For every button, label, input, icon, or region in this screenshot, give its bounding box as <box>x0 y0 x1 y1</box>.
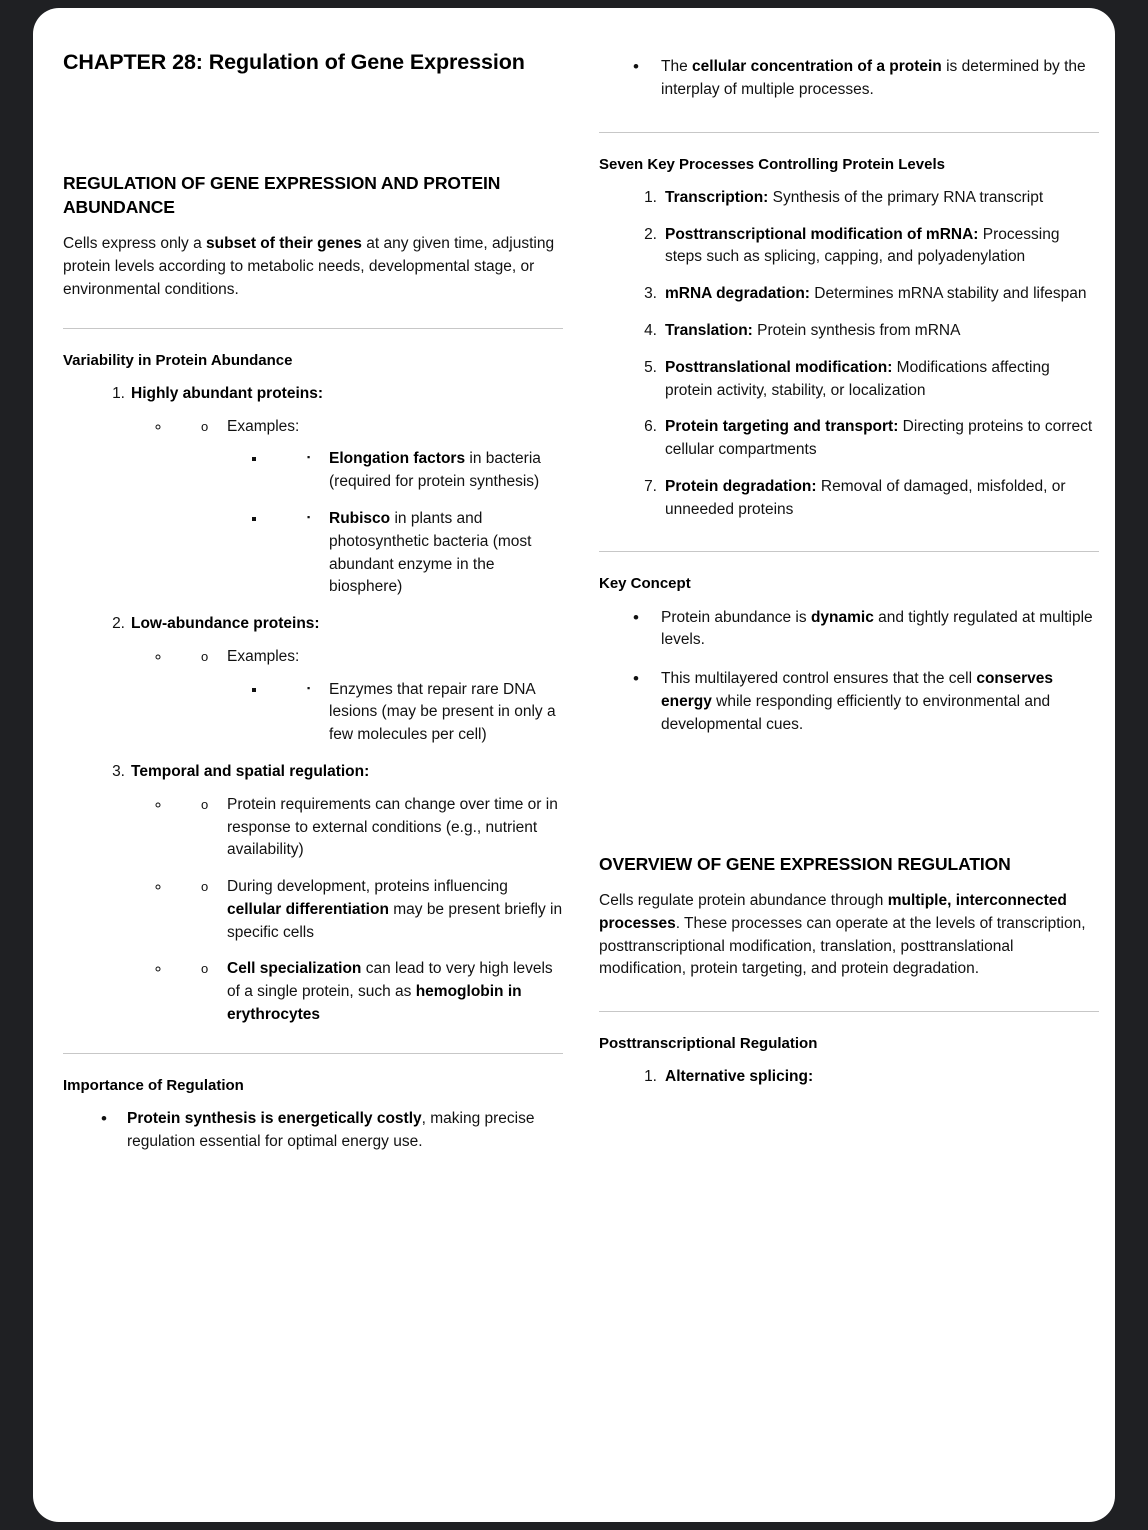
list-marker: 2. <box>644 225 657 243</box>
bullet-bold: dynamic <box>810 608 874 626</box>
nested-list <box>227 448 563 599</box>
example-text: Enzymes that repair rare DNA lesions (may be present in only a few molecules per cell) <box>329 680 556 744</box>
examples-label: Examples: <box>227 417 300 435</box>
importance-list <box>63 1108 563 1154</box>
bullet-bold: cellular concentration of a protein <box>692 58 942 75</box>
process-bold: Protein targeting and transport: <box>665 418 899 436</box>
list-marker: ◦ o <box>201 648 209 664</box>
bullet-bold: Protein synthesis is energetically costly <box>127 1110 422 1128</box>
process-rest: Synthesis of the primary RNA transcript <box>768 188 1044 206</box>
list-item <box>171 958 563 1026</box>
list-marker: 1. <box>644 188 657 206</box>
list-item <box>599 416 1099 462</box>
bullet-prefix: Protein abundance is <box>661 608 811 626</box>
list-marker: 2. <box>112 615 125 633</box>
key-concept-list <box>599 607 1099 737</box>
list-item <box>599 320 1099 343</box>
bullet-suffix: is determined by the interplay of multiple processes. <box>661 58 1086 98</box>
bullet-prefix: This multilayered control ensures that the cell <box>661 670 977 688</box>
page-title: CHAPTER 28: Regulation of Gene Expression <box>63 50 525 74</box>
intro-paragraph <box>63 233 563 301</box>
title-spacer <box>63 76 563 172</box>
overview-prefix: Cells regulate protein abundance through <box>599 892 888 909</box>
process-bold: Posttranslational modification: <box>665 358 893 376</box>
sub-prefix: During development, proteins influencing <box>227 878 508 896</box>
posttranscriptional-list <box>599 1066 1099 1089</box>
example-rest: in bacteria (required for protein synthesis) <box>329 450 541 491</box>
item-label: Low-abundance proteins: <box>131 615 320 633</box>
subsection-posttranscriptional: Posttranscriptional Regulation <box>599 1035 818 1053</box>
sub-mid: can lead to very high levels of a single protein, such as <box>227 960 553 1001</box>
list-item <box>599 668 1099 736</box>
intro-suffix: at any given time, adjusting protein levels according to metabolic needs, developmental stage, or environmental conditions. <box>63 235 555 298</box>
document-page <box>33 8 1115 1522</box>
process-rest: Processing steps such as splicing, capping, and polyadenylation <box>665 225 1060 266</box>
process-rest: Determines mRNA stability and lifespan <box>809 285 1087 303</box>
list-item <box>599 224 1099 270</box>
top-bullet-list <box>599 56 1099 102</box>
sub-bold-1: Cell specialization <box>227 960 362 978</box>
processes-list <box>599 187 1099 522</box>
bullet-rest: , making precise regulation essential for optimal energy use. <box>127 1110 535 1150</box>
nested-list <box>131 794 563 1027</box>
list-marker: ▪ ▪ <box>307 452 311 463</box>
left-column <box>63 48 563 1170</box>
list-item <box>599 187 1099 210</box>
subsection-seven-processes: Seven Key Processes Controlling Protein Levels <box>599 155 945 173</box>
two-column-layout <box>33 8 1115 1170</box>
bullet-bold: conserves energy <box>661 670 1054 710</box>
list-marker: • <box>633 607 639 627</box>
nested-list <box>131 416 563 599</box>
process-bold: Transcription: <box>665 188 769 206</box>
list-marker: • <box>633 57 639 76</box>
item-label: Temporal and spatial regulation: <box>131 763 370 780</box>
subsection-importance: Importance of Regulation <box>63 1076 244 1094</box>
divider <box>63 328 563 329</box>
list-item <box>267 508 563 599</box>
examples-label: Examples: <box>227 647 300 665</box>
subsection-key-concept: Key Concept <box>599 575 691 593</box>
sub-bold-2: hemoglobin in erythrocytes <box>227 983 522 1024</box>
list-marker: 3. <box>644 285 657 303</box>
variability-list <box>63 383 563 1027</box>
list-item <box>599 357 1099 403</box>
list-marker: 1. <box>112 384 125 402</box>
list-marker: ▪ ▪ <box>307 682 311 693</box>
example-bold: Elongation factors <box>329 450 466 468</box>
sub-suffix: may be present briefly in specific cells <box>227 900 563 941</box>
bullet-suffix: while responding efficiently to environmental and developmental cues. <box>661 693 1051 733</box>
intro-prefix: Cells express only a <box>63 235 207 253</box>
list-marker: ◦ o <box>201 879 209 895</box>
process-rest: Directing proteins to correct cellular compartments <box>665 418 1093 459</box>
divider <box>599 551 1099 552</box>
process-bold: Protein degradation: <box>665 477 817 495</box>
list-item <box>171 646 563 747</box>
intro-bold: subset of their genes <box>206 235 362 253</box>
item-label: Alternative splicing: <box>665 1068 814 1086</box>
bullet-suffix: and tightly regulated at multiple levels. <box>661 608 1093 649</box>
process-bold: Translation: <box>665 321 753 339</box>
process-rest: Protein synthesis from mRNA <box>752 321 961 339</box>
item-label: Highly abundant proteins: <box>131 384 324 402</box>
process-rest: Removal of damaged, misfolded, or unneeded proteins <box>665 477 1066 518</box>
divider <box>599 1011 1099 1012</box>
process-bold: mRNA degradation: <box>665 285 810 303</box>
list-marker: 5. <box>644 358 657 376</box>
list-item <box>599 283 1099 306</box>
overview-suffix: . These processes can operate at the levels of transcription, posttranscriptional modification, translation, posttranslational modification, protein targeting, and protein degradation. <box>599 914 1086 978</box>
section-heading-overview: OVERVIEW OF GENE EXPRESSION REGULATION <box>599 853 1011 874</box>
section-spacer <box>599 753 1099 853</box>
process-rest: Modifications affecting protein activity, stability, or localization <box>665 358 1050 399</box>
list-item <box>599 476 1099 522</box>
subsection-variability: Variability in Protein Abundance <box>63 351 293 369</box>
list-marker: 3. <box>112 763 125 780</box>
overview-bold: multiple, interconnected processes <box>599 892 1067 932</box>
list-marker: • <box>101 1109 107 1129</box>
nested-list <box>131 646 563 747</box>
list-item <box>267 448 563 494</box>
list-marker: ◦ o <box>201 796 209 812</box>
list-item <box>599 1066 1099 1089</box>
list-item <box>63 761 563 1027</box>
sub-text: Protein requirements can change over time or in response to external conditions (e.g., nutrient availability) <box>227 795 558 859</box>
list-item <box>267 679 563 747</box>
list-item <box>599 607 1099 653</box>
nested-list <box>227 679 563 747</box>
divider <box>63 1053 563 1054</box>
list-item <box>63 1108 563 1154</box>
list-item <box>63 613 563 747</box>
section-heading-regulation: REGULATION OF GENE EXPRESSION AND PROTEIN ABUNDANCE <box>63 173 501 217</box>
process-bold: Posttranscriptional modification of mRNA: <box>665 225 979 243</box>
divider <box>599 132 1099 133</box>
overview-paragraph <box>599 890 1099 981</box>
list-marker: 7. <box>644 477 657 495</box>
list-item <box>171 876 563 944</box>
list-marker: ◦ o <box>201 961 209 977</box>
sub-bold: cellular differentiation <box>227 900 389 918</box>
list-marker: 4. <box>644 321 657 339</box>
list-item <box>171 416 563 599</box>
right-column <box>599 48 1099 1170</box>
list-item <box>171 794 563 862</box>
example-rest: in plants and photosynthetic bacteria (most abundant enzyme in the biosphere) <box>329 509 532 596</box>
list-marker: 1. <box>644 1068 657 1086</box>
list-item <box>63 383 563 599</box>
example-bold: Rubisco <box>329 509 391 527</box>
list-marker: 6. <box>644 418 657 436</box>
bullet-prefix: The <box>661 58 693 75</box>
list-marker: • <box>633 669 639 689</box>
list-marker: ◦ o <box>201 418 209 434</box>
list-item <box>599 56 1099 102</box>
list-marker: ▪ ▪ <box>307 511 311 522</box>
